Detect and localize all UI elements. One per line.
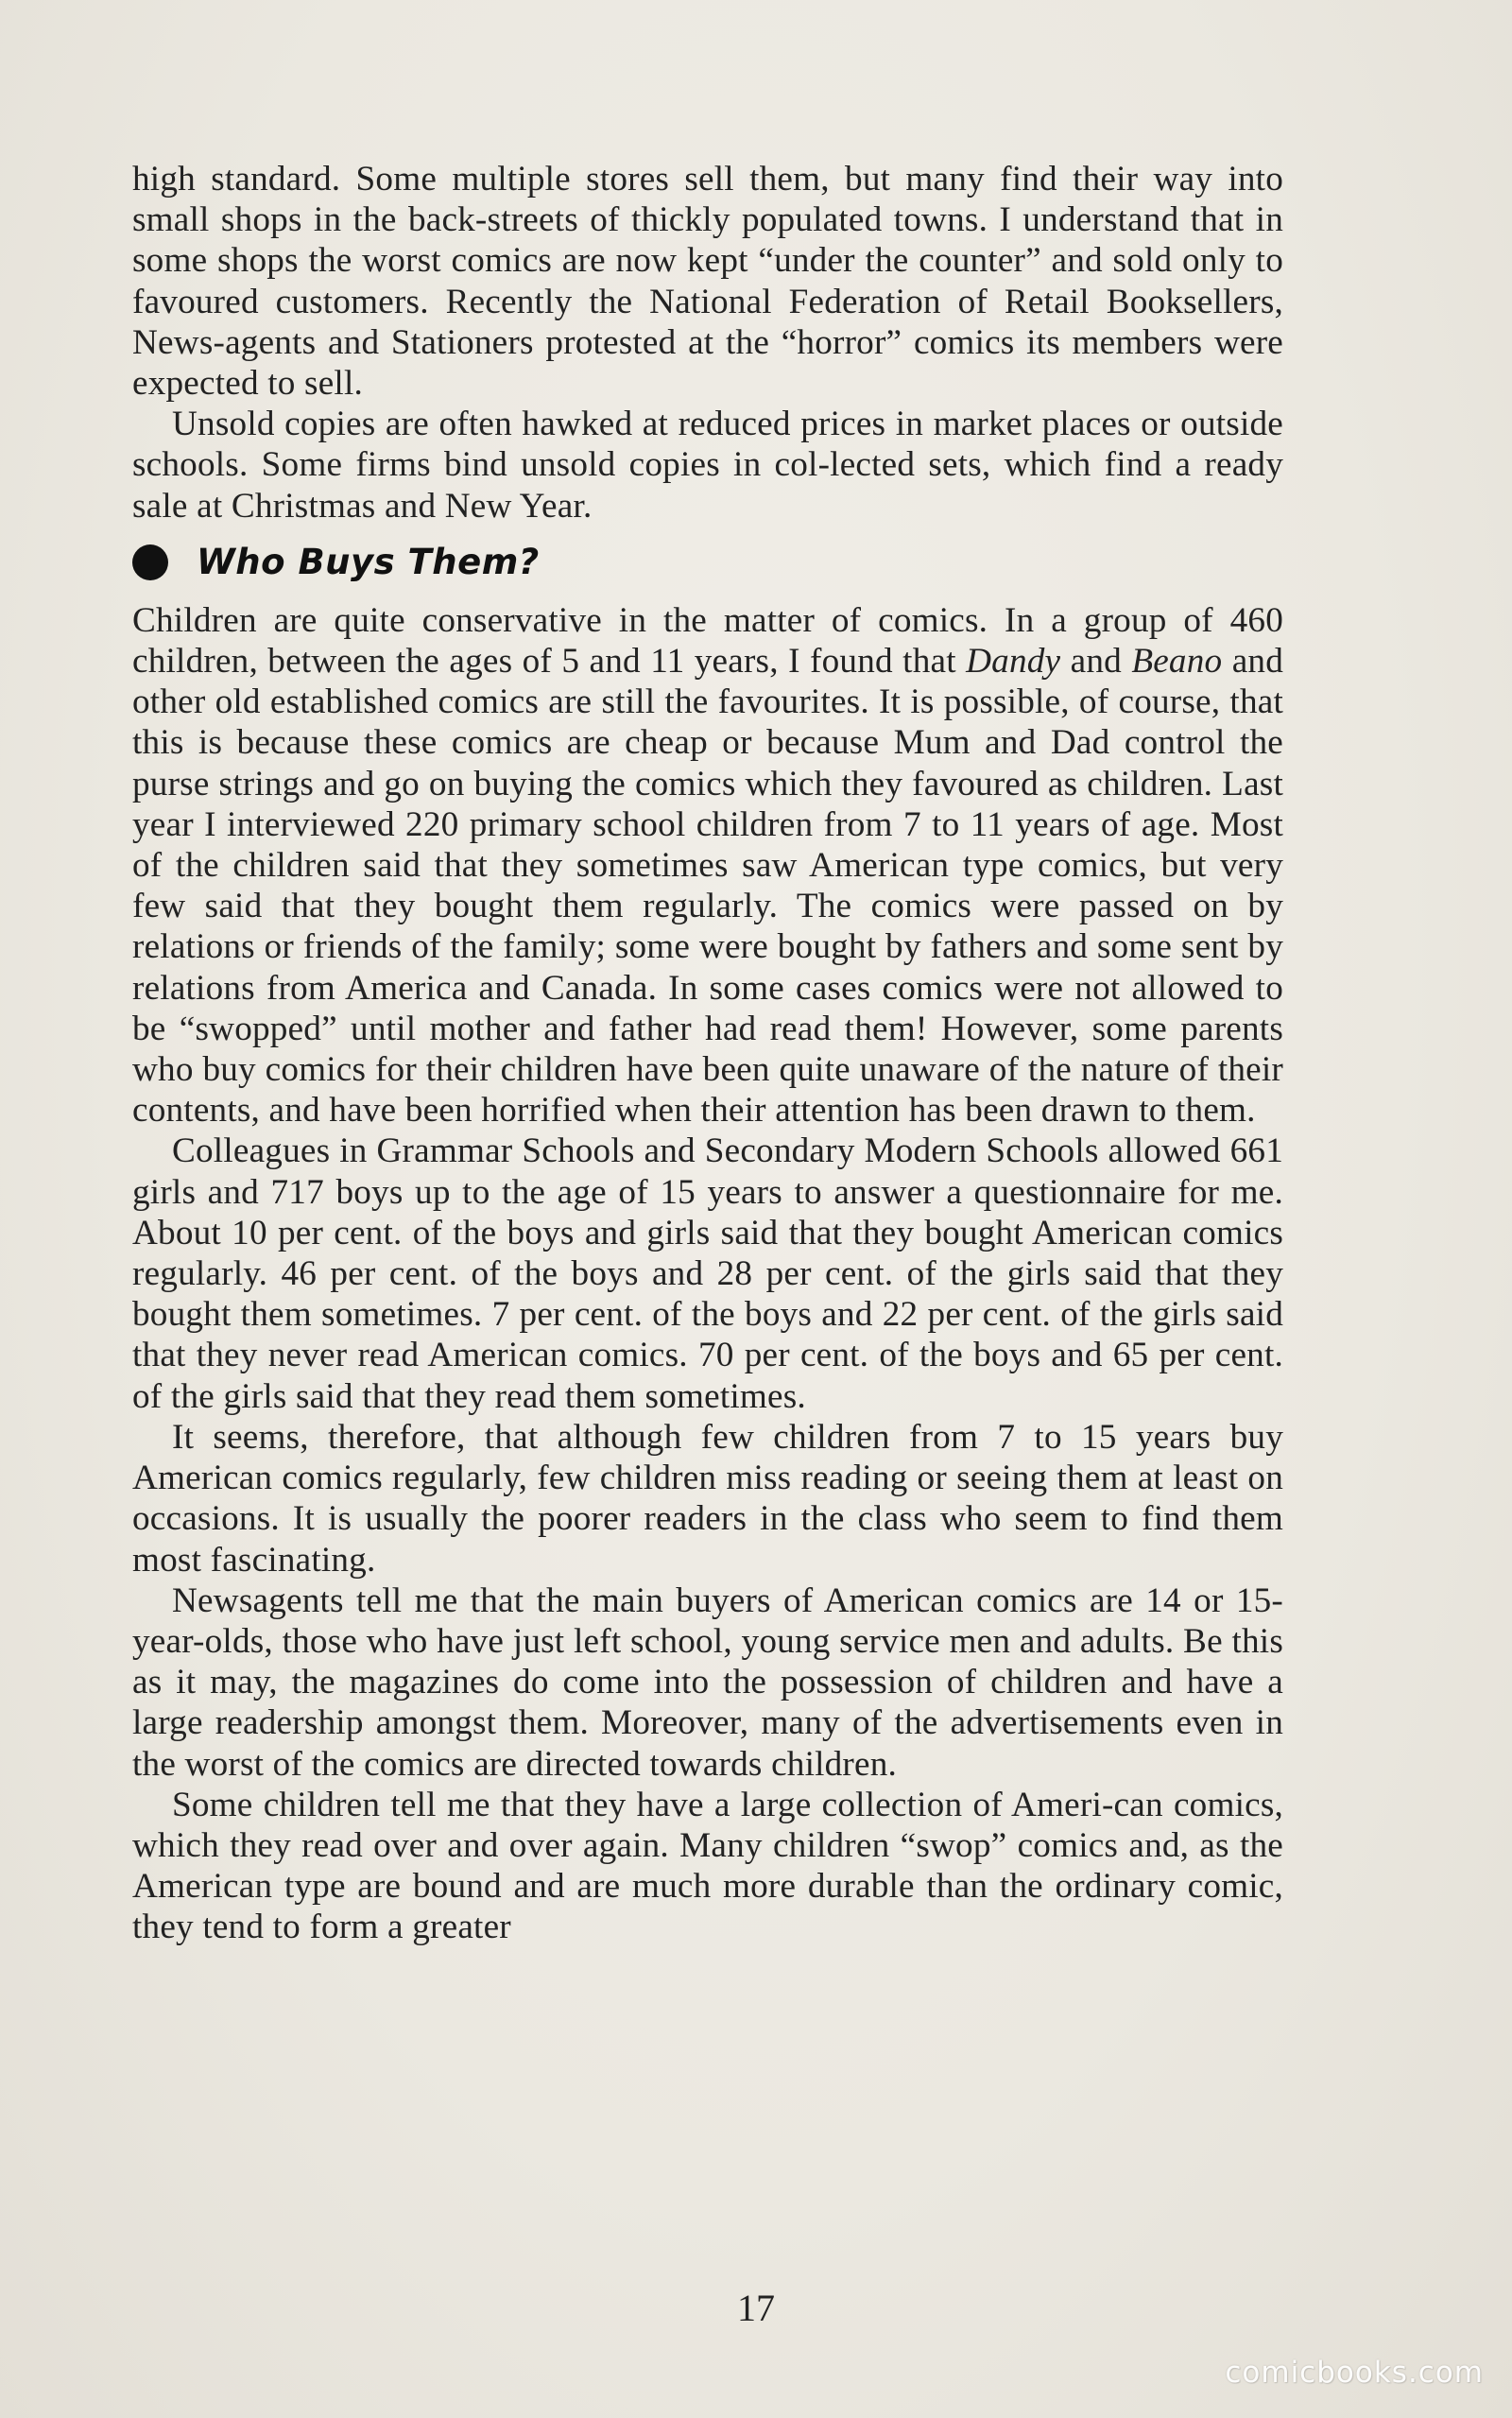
paragraph-3: [132, 600, 1283, 1131]
page-number: 17: [737, 2287, 775, 2329]
paragraph-4: Colleagues in Grammar Schools and Secondary Modern Schools allowed 661 girls and 717 boys up to the age of 15 years to answer a questionnaire for me. About 10 per cent. of the boys and girls said that they bought American comics regularly. 46 per cent. of the boys and 28 per cent. of the girls said that they bought them sometimes. 7 per cent. of the boys and 22 per cent. of the girls said that they never read American comics. 70 per cent. of the boys and 65 per cent. of the girls said that they read them sometimes.: [132, 1131, 1283, 1416]
paragraph-5: It seems, therefore, that although few children from 7 to 15 years buy American comics regularly, few children miss reading or seeing them at least on occasions. It is usually the poorer readers in the class who seem to find them most fascinating.: [132, 1417, 1283, 1580]
paragraph-1: high standard. Some multiple stores sell them, but many find their way into small shops in the back-streets of thickly populated towns. I understand that in some shops the worst comics are now kept “under the counter” and sold only to favoured customers. Recently the National Federation of Retail Booksellers, News-agents and Stationers protested at the “horror” comics its members were expected to sell.: [132, 160, 1283, 404]
paragraph-6: Newsagents tell me that the main buyers of American comics are 14 or 15-year-olds, those who have just left school, young service men and adults. Be this as it may, the magazines do come into the possession of children and have a large readership amongst them. Moreover, many of the advertisements even in the worst of the comics are directed towards children.: [132, 1580, 1283, 1784]
section-heading-text: Who Buys Them?: [197, 542, 540, 583]
paragraph-7: Some children tell me that they have a large collection of Ameri-can comics, which they read over and over again. Many children “swop” comics and, as the American type are bound and are much more durable than the ordinary comic, they tend to form a greater: [132, 1785, 1283, 1947]
paragraph-3-and: and: [1060, 642, 1132, 682]
section-heading: [132, 540, 1283, 585]
bullet-icon: [132, 544, 168, 580]
watermark: comicbooks.com: [1225, 2356, 1484, 2390]
paragraph-3-part-a: Children are quite conservative in the matter of comics. In a group of 460 children, between the ages of 5 and 11 years, I found that: [132, 600, 1283, 682]
paragraph-2: Unsold copies are often hawked at reduced prices in market places or outside schools. Some firms bind unsold copies in col-lected sets, which find a ready sale at Christmas and New Year.: [132, 405, 1283, 526]
title-dandy: Dandy: [966, 642, 1061, 682]
title-beano: Beano: [1131, 642, 1223, 682]
paragraph-3-part-b: and other old established comics are still the favourites. It is possible, of course, that this is because these comics are cheap or because Mum and Dad control the purse strings and go on buying the comics which they favoured as children. Last year I interviewed 220 primary school children from 7 to 11 years of age. Most of the children said that they sometimes saw American type comics, but very few said that they bought them regularly. The comics were passed on by relations or friends of the family; some were bought by fathers and some sent by relations from America and Canada. In some cases comics were not allowed to be “swopped” until mother and father had read them! However, some parents who buy comics for their children have been quite unaware of the nature of their contents, and have been horrified when their attention has been drawn to them.: [132, 642, 1283, 1131]
text-column: [132, 159, 1283, 1948]
